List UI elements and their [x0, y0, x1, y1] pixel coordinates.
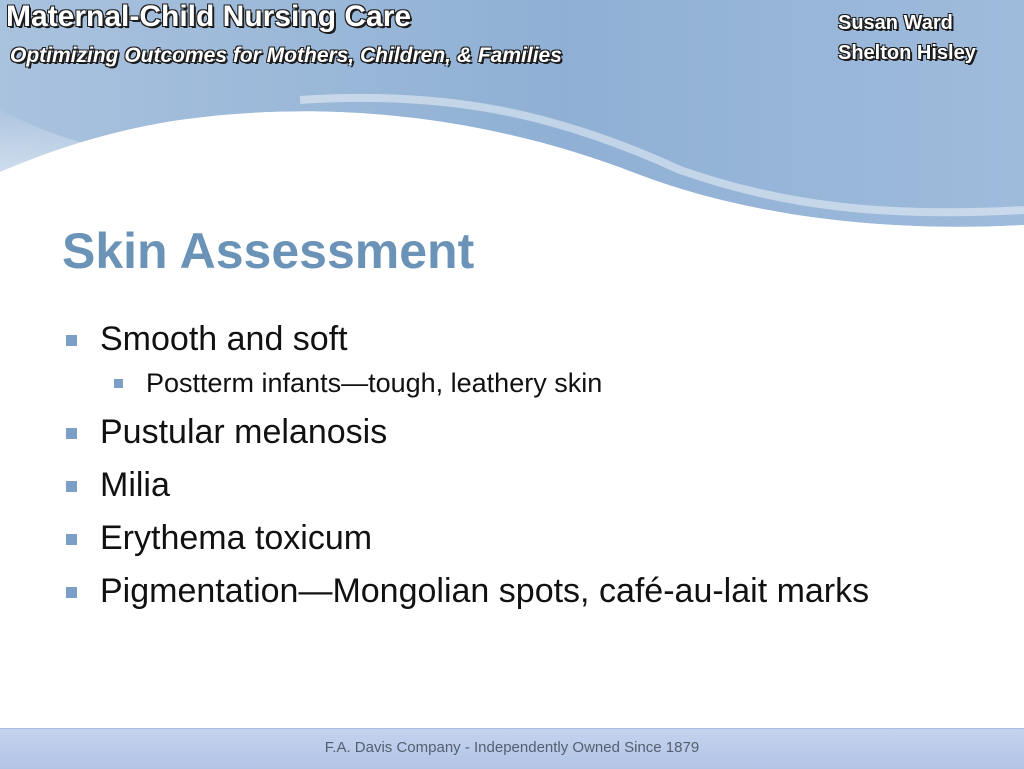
footer-bar — [0, 728, 1024, 769]
book-subtitle: Optimizing Outcomes for Mothers, Children, & Families — [10, 44, 562, 67]
square-bullet-icon — [114, 379, 123, 388]
sub-bullet-text: Postterm infants—tough, leathery skin — [146, 368, 603, 398]
square-bullet-icon — [66, 481, 77, 492]
footer-text: F.A. Davis Company - Independently Owned Since 1879 — [324, 739, 700, 756]
author-name: Shelton Hisley — [838, 42, 976, 64]
bullet-item — [62, 519, 962, 558]
book-title: Maternal-Child Nursing Care — [6, 0, 412, 33]
author-name: Susan Ward — [838, 12, 953, 34]
bullet-text: Pigmentation—Mongolian spots, café-au-lait marks — [100, 572, 870, 610]
bullet-text: Erythema toxicum — [100, 519, 373, 557]
bullet-text: Smooth and soft — [100, 320, 348, 358]
square-bullet-icon — [66, 428, 77, 439]
square-bullet-icon — [66, 335, 77, 346]
square-bullet-icon — [66, 534, 77, 545]
square-bullet-icon — [66, 587, 77, 598]
bullet-item — [62, 466, 962, 505]
authors — [838, 8, 1024, 68]
bullet-text: Pustular melanosis — [100, 413, 388, 451]
slide-title: Skin Assessment — [62, 223, 475, 279]
bullet-item — [62, 320, 962, 359]
bullet-item — [62, 572, 962, 611]
bullet-list — [62, 320, 962, 625]
bullet-item — [62, 413, 962, 452]
bullet-text: Milia — [100, 466, 170, 504]
sub-bullet-item — [62, 367, 962, 399]
